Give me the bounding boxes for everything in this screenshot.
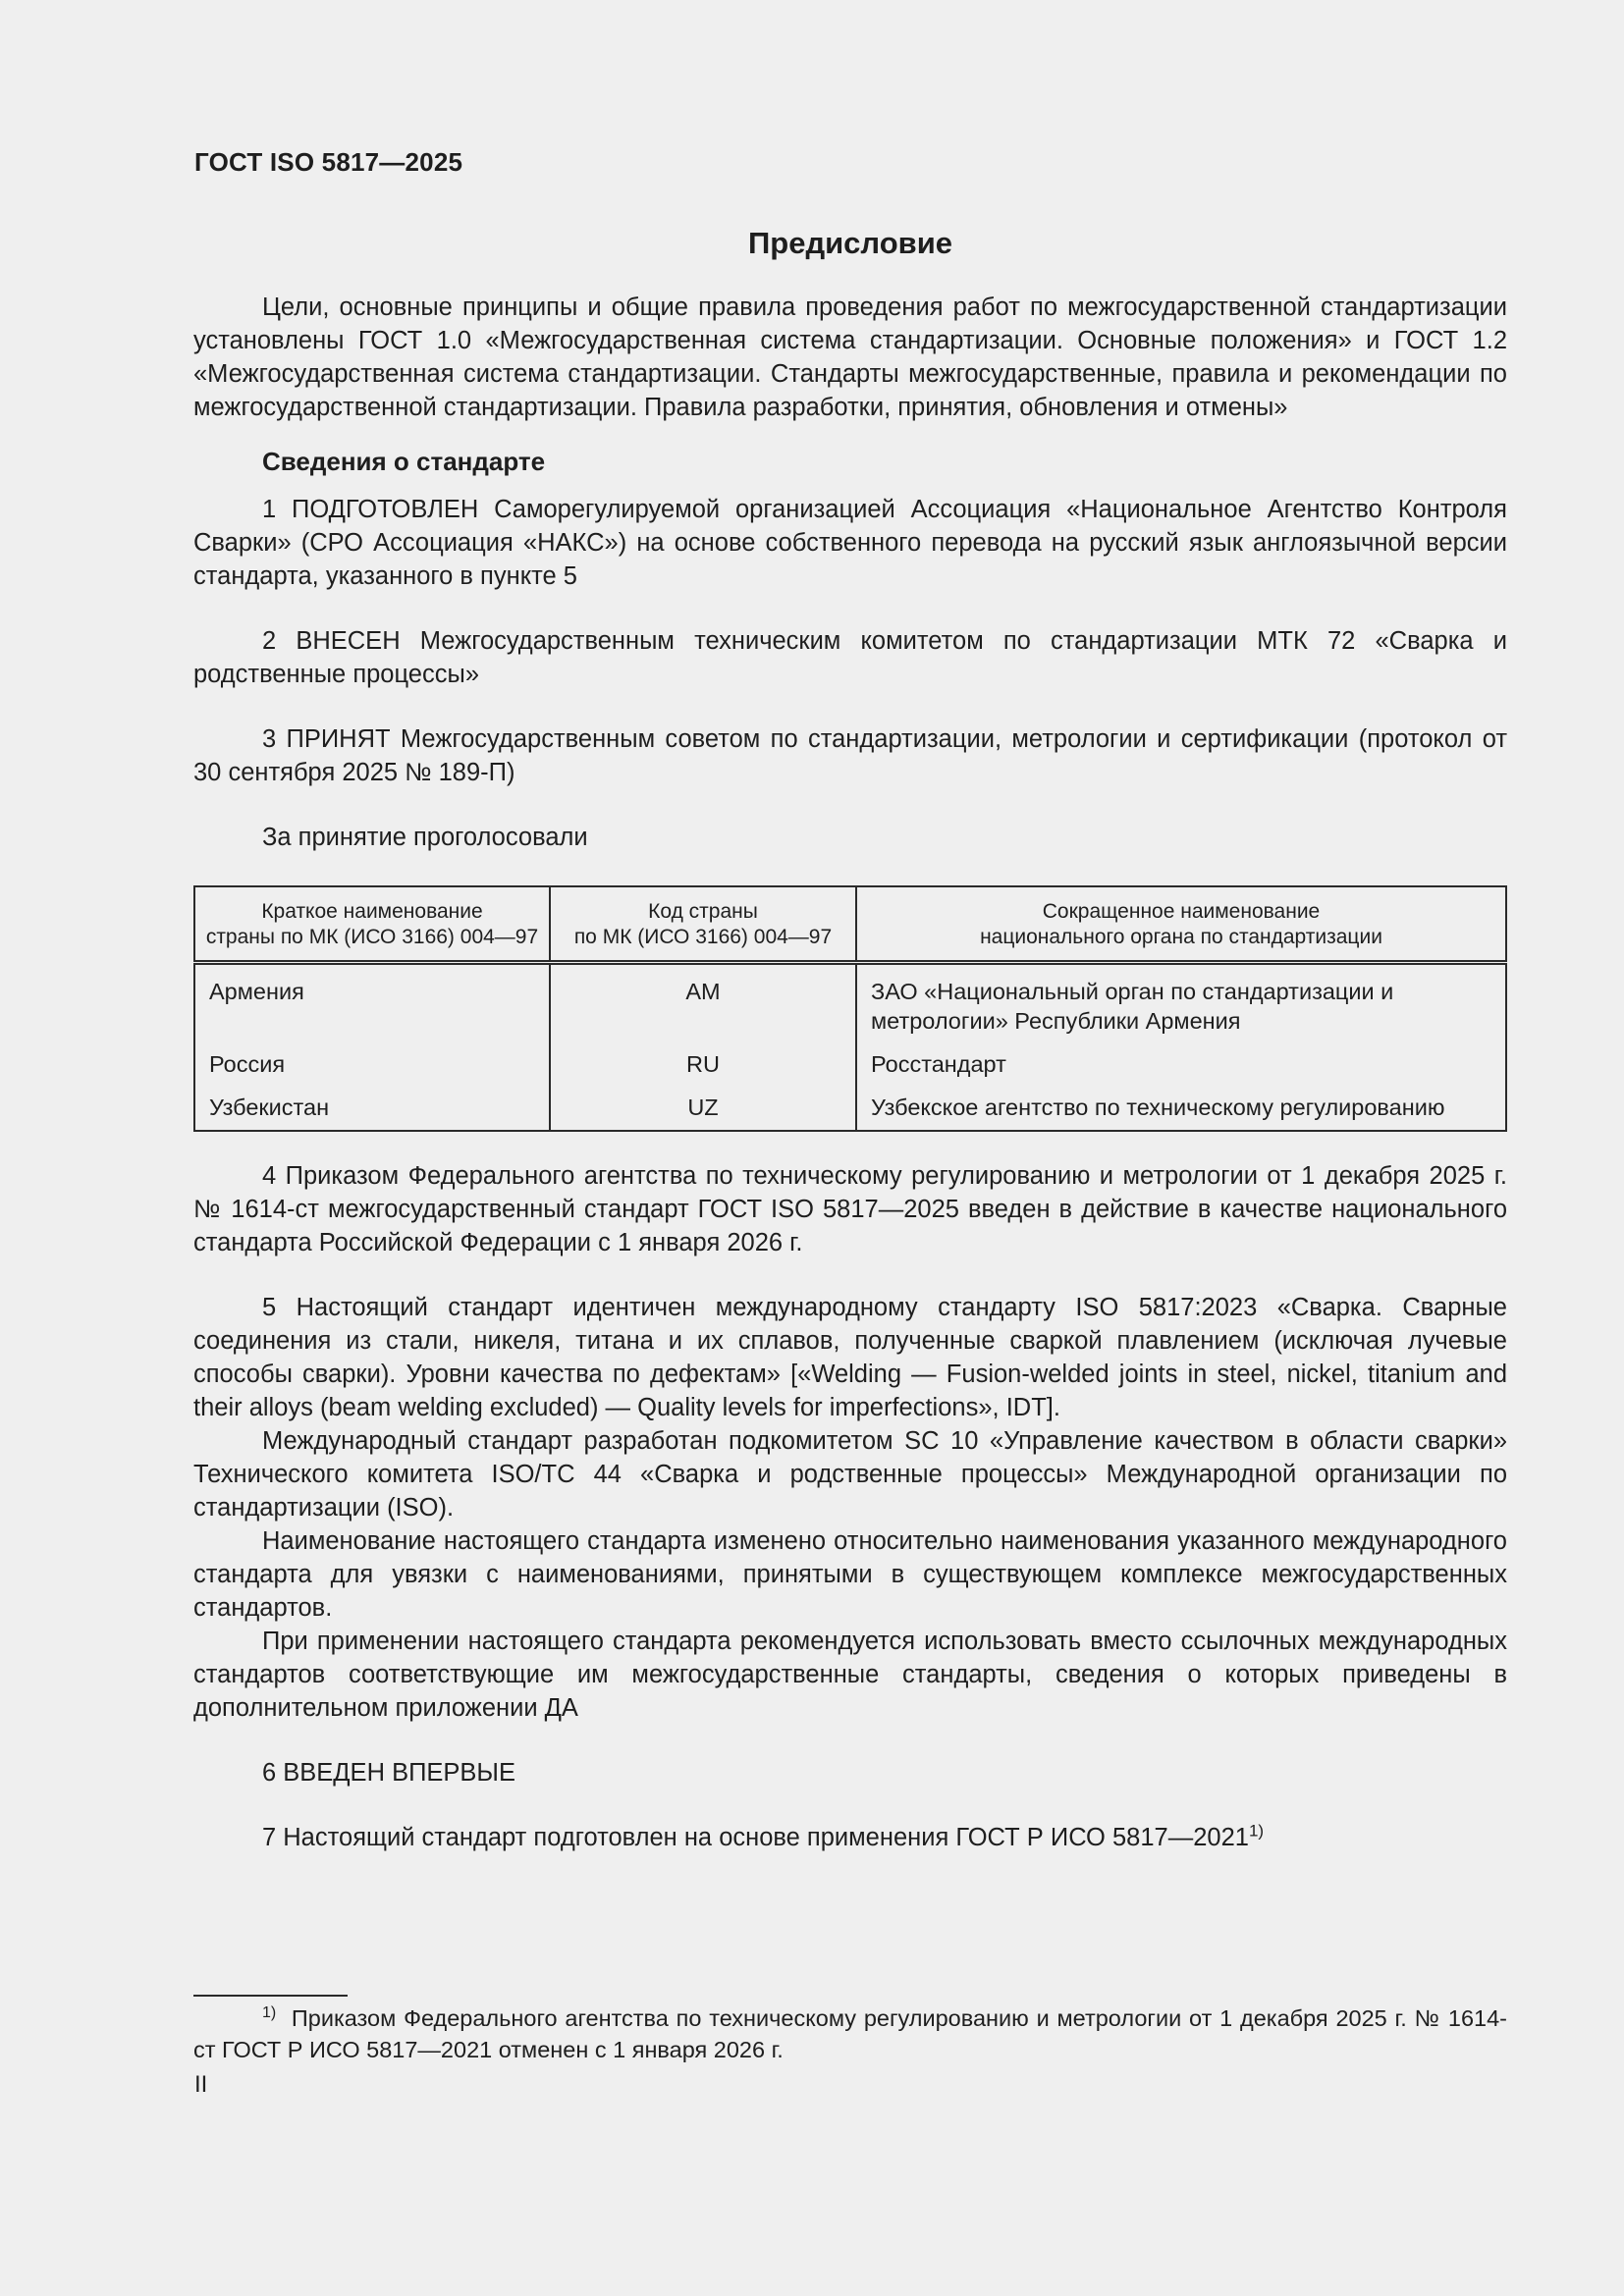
- table-row: [194, 1043, 1506, 1087]
- item-7-paragraph: 7 Настоящий стандарт подготовлен на основе применения ГОСТ Р ИСО 5817—2021$^{1)}$: [262, 1821, 1265, 1851]
- body-cell: Росстандарт: [856, 1043, 1506, 1087]
- table-row: [194, 963, 1506, 1044]
- item-1-paragraph: 1 ПОДГОТОВЛЕН Саморегулируемой организацией Ассоциация «Национальное Агентство Контроля Сварки» (СРО Ассоциация «НАКС») на основе собственного перевода на русский язык англоязычной версии стандарта, указанного в пункте 5: [193, 496, 1507, 590]
- item-5-iso-committee-paragraph: Международный стандарт разработан подкомитетом SC 10 «Управление качеством в области сварки» Технического комитета ISO/TC 44 «Сварка и родственные процессы» Международной организации по стандартизации (ISO).: [193, 1427, 1507, 1522]
- table-row: [194, 1087, 1506, 1131]
- table-header-code: Код страны по МК (ИСО 3166) 004—97: [550, 886, 856, 963]
- section-heading: Сведения о стандарте: [262, 447, 546, 476]
- item-5-title-change-paragraph: Наименование настоящего стандарта изменено относительно наименования указанного международного стандарта для увязки с наименованиями, принятыми в существующем комплексе межгосударственных стандартов.: [193, 1527, 1507, 1622]
- footnote-reference[interactable]: 1): [1248, 1821, 1265, 1841]
- item-5-paragraph: 5 Настоящий стандарт идентичен международному стандарту ISO 5817:2023 «Сварка. Сварные соединения из стали, никеля, титана и их сплавов, полученные сваркой плавлением (исключая лучевые способы сварки). Уровни качества по дефектам» [«Welding — Fusion-welded joints in steel, nickel, titanium and their alloys (beam welding excluded) — Quality levels for imperfections», IDT].: [193, 1294, 1507, 1421]
- voted-label: За принятие проголосовали: [262, 824, 588, 851]
- footnote-divider: [193, 1995, 348, 1997]
- page-number: II: [194, 2071, 208, 2098]
- body-cell: Узбекское агентство по техническому регулированию: [856, 1087, 1506, 1131]
- table-header-body: Сокращенное наименование национального органа по стандартизации: [856, 886, 1506, 963]
- body-cell: ЗАО «Национальный орган по стандартизации и метрологии» Республики Армения: [856, 963, 1506, 1044]
- voting-countries-table: [193, 885, 1507, 1132]
- table-header-row: [194, 886, 1506, 963]
- code-cell: UZ: [550, 1087, 856, 1131]
- footnote-marker: 1): [262, 2004, 277, 2022]
- item-4-paragraph: 4 Приказом Федерального агентства по техническому регулированию и метрологии от 1 декабря 2025 г. № 1614-ст межгосударственный стандарт ГОСТ ISO 5817—2025 введен в действие в качестве национального стандарта Российской Федерации с 1 января 2026 г.: [193, 1162, 1507, 1256]
- item-6-paragraph: 6 ВВЕДЕН ВПЕРВЫЕ: [262, 1759, 516, 1787]
- item-5-references-paragraph: При применении настоящего стандарта рекомендуется использовать вместо ссылочных международных стандартов соответствующие им межгосударственные стандарты, сведения о которых приведены в дополнительном приложении ДА: [193, 1628, 1507, 1722]
- intro-paragraph: Цели, основные принципы и общие правила проведения работ по межгосударственной стандартизации установлены ГОСТ 1.0 «Межгосударственная система стандартизации. Основные положения» и ГОСТ 1.2 «Межгосударственная система стандартизации. Стандарты межгосударственные, правила и рекомендации по межгосударственной стандартизации. Правила разработки, принятия, обновления и отмены»: [193, 294, 1507, 421]
- footnote: [193, 2002, 1507, 2065]
- country-cell: Узбекистан: [209, 1095, 330, 1120]
- table-header-country: Краткое наименование страны по МК (ИСО 3166) 004—97: [194, 886, 550, 963]
- country-cell: Армения: [209, 979, 304, 1004]
- page-content: [193, 222, 1507, 1854]
- country-cell: Россия: [209, 1051, 286, 1077]
- footnote-text: Приказом Федерального агентства по техническому регулированию и метрологии от 1 декабря 2025 г. № 1614-ст ГОСТ Р ИСО 5817—2021 отменен с 1 января 2026 г.: [193, 2005, 1507, 2062]
- code-cell: RU: [550, 1043, 856, 1087]
- page-title: Предисловие: [747, 226, 952, 260]
- item-2-paragraph: 2 ВНЕСЕН Межгосударственным техническим комитетом по стандартизации МТК 72 «Сварка и родственные процессы»: [193, 627, 1507, 688]
- code-cell: AM: [550, 963, 856, 1044]
- document-header-id: ГОСТ ISO 5817—2025: [194, 147, 463, 177]
- item-3-paragraph: 3 ПРИНЯТ Межгосударственным советом по стандартизации, метрологии и сертификации (протокол от 30 сентября 2025 № 189-П): [193, 725, 1507, 786]
